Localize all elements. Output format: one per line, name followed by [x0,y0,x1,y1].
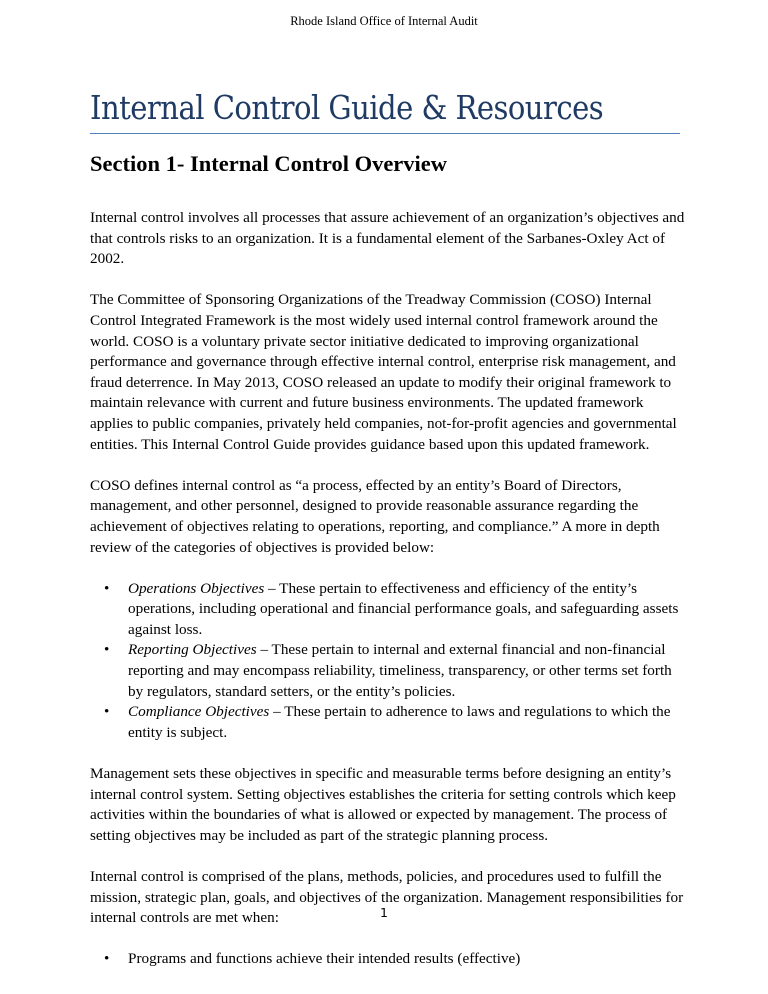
title-underline-rule [90,133,680,134]
document-body [90,208,690,991]
paragraph-internal-control-composition: Internal control is comprised of the plans, methods, policies, and procedures used to fulfill the mission, strategic plan, goals, and objectives of the organization. Management responsibilities for internal controls are met when: [90,868,684,927]
objective-term: Reporting Objectives [128,641,257,659]
page-header: Rhode Island Office of Internal Audit [290,14,478,28]
paragraph-coso-definition: COSO defines internal control as “a process, effected by an entity’s Board of Directors, management, and other personnel, designed to provide reasonable assurance regarding the achievement of objectives relating to operations, reporting, and compliance.” A more in depth review of the categories of objectives is provided below: [90,476,660,556]
objective-description: – These pertain to internal and external financial and non-financial reporting and may encompass reliability, timeliness, transparency, or other terms set forth by regulators, standard setters, or the entity’s policies. [128,641,672,700]
list-item-effective [90,949,690,970]
paragraph-coso-framework: The Committee of Sponsoring Organizations of the Treadway Commission (COSO) Internal Control Integrated Framework is the most widely used internal control framework around the world. COSO is a voluntary private sector initiative dedicated to improving organizational performance and governance through effective internal control, enterprise risk management, and fraud deterrence. In May 2013, COSO released an update to modify their original framework to maintain relevance with current and future business environments. The updated framework applies to public companies, privately held companies, not-for-profit agencies and governmental entities. This Internal Control Guide provides guidance based upon this updated framework. [90,291,677,453]
bullet-icon: • [104,579,110,597]
objectives-list [90,579,690,744]
list-item-operations-objectives [90,579,690,641]
objective-term: Compliance Objectives [128,703,270,721]
bullet-icon: • [104,703,110,721]
paragraph-intro: Internal control involves all processes that assure achievement of an organization’s objectives and that controls risks to an organization. It is a fundamental element of the Sarbanes-Oxley Act of 2002. [90,209,685,268]
bullet-icon: • [104,641,110,659]
objective-description: – These pertain to adherence to laws and regulations to which the entity is subject. [128,703,671,741]
page-number: 1 [380,905,388,920]
responsibilities-list [90,949,690,970]
paragraph-management-objectives: Management sets these objectives in specific and measurable terms before designing an entity’s internal control system. Setting objectives establishes the criteria for setting controls which keep activities within the boundaries of what is allowed or expected by management. The process of setting objectives may be included as part of the strategic planning process. [90,765,676,844]
list-item-reporting-objectives [90,640,690,702]
objective-term: Operations Objectives [128,579,265,597]
bullet-icon: • [104,950,110,968]
section-heading: Section 1- Internal Control Overview [90,151,448,176]
list-item-compliance-objectives [90,702,690,743]
document-title: Internal Control Guide & Resources [90,88,604,127]
objective-description: – These pertain to effectiveness and efficiency of the entity’s operations, including operational and financial performance goals, and safeguarding assets against loss. [128,579,679,638]
responsibility-text: Programs and functions achieve their intended results (effective) [128,950,521,968]
